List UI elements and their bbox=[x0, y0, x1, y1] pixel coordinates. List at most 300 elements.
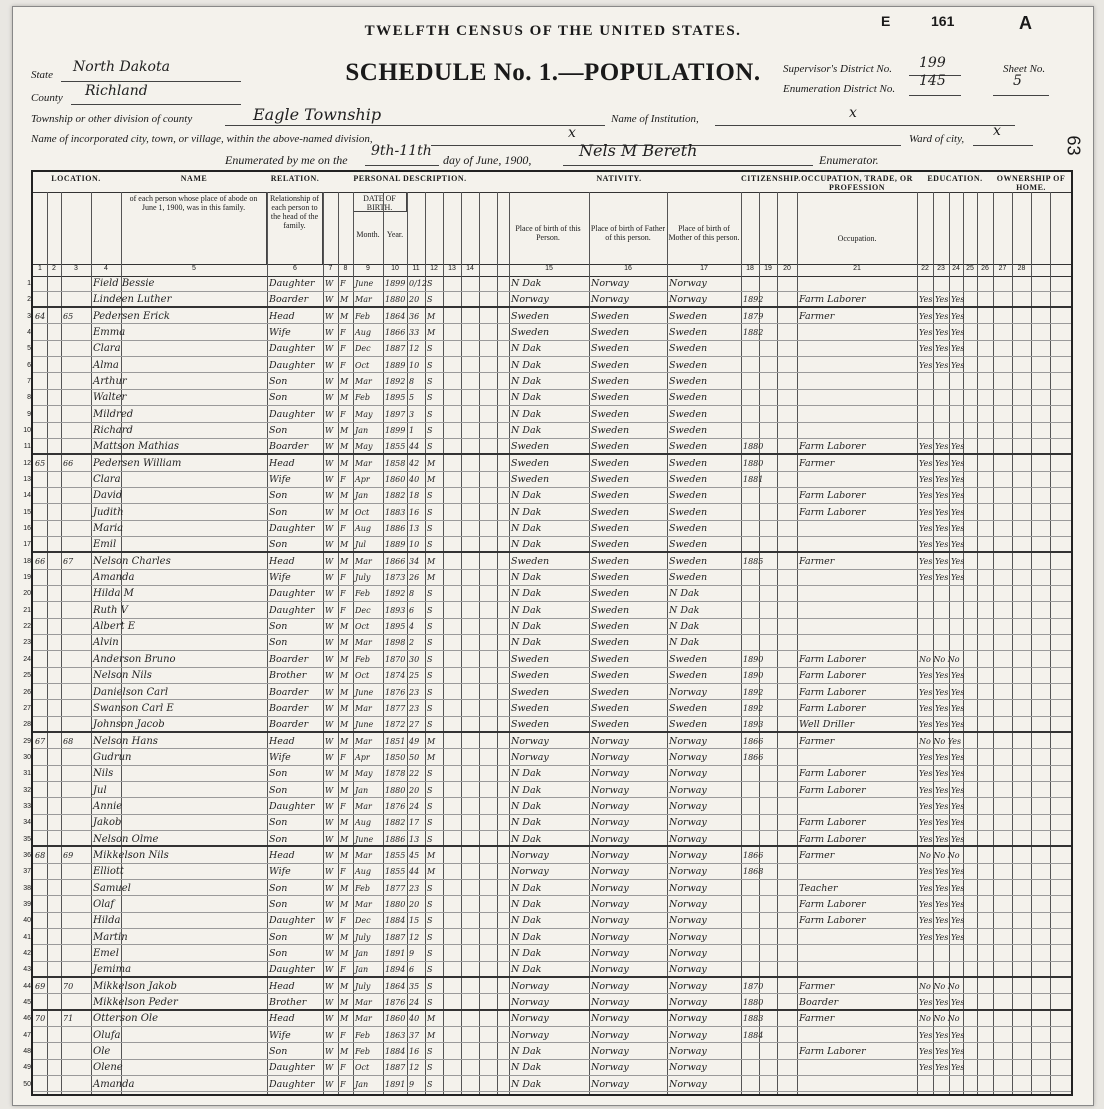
cell-mb: Sweden bbox=[669, 408, 708, 420]
ward-label: Ward of city, bbox=[909, 133, 965, 145]
cell-ed: Yes Yes Yes bbox=[919, 540, 965, 550]
table-row bbox=[23, 586, 1071, 602]
table-row bbox=[23, 1060, 1071, 1076]
cell-name: Samuel bbox=[93, 882, 131, 894]
cell-ms: M bbox=[427, 752, 436, 762]
cell-mo: Mar bbox=[355, 801, 372, 811]
cell-ms: M bbox=[427, 1014, 436, 1024]
cell-mb: Norway bbox=[669, 1078, 707, 1090]
cell-ed: Yes Yes Yes bbox=[919, 360, 965, 370]
table-row bbox=[23, 913, 1071, 929]
group-location: LOCATION. bbox=[51, 174, 101, 183]
cell-rel: Daughter bbox=[269, 800, 315, 812]
cell-mo: Aug bbox=[355, 818, 372, 828]
cell-rel: Head bbox=[269, 1013, 295, 1025]
group-relation: RELATION. bbox=[270, 174, 320, 183]
cell-fb: Sweden bbox=[591, 702, 630, 714]
cell-ed: Yes Yes Yes bbox=[919, 311, 965, 321]
cell-sex: F bbox=[340, 867, 346, 877]
cell-pb: Sweden bbox=[511, 670, 550, 682]
column-number: 12 bbox=[430, 265, 438, 272]
cell-age: 17 bbox=[409, 818, 420, 828]
cell-sex: F bbox=[340, 524, 346, 534]
cell-yr: 1882 bbox=[385, 818, 406, 828]
cell-ed: Yes Yes Yes bbox=[919, 720, 965, 730]
cell-imm: 1883 bbox=[743, 1014, 764, 1024]
column-number: 11 bbox=[412, 265, 420, 272]
row-number: 20 bbox=[23, 590, 31, 598]
cell-age: 23 bbox=[409, 687, 420, 697]
column-number: 17 bbox=[700, 265, 708, 272]
cell-col: W bbox=[325, 1030, 334, 1040]
cell-sex: F bbox=[340, 573, 346, 583]
cell-occ: Farm Laborer bbox=[799, 915, 866, 927]
cell-ed: Yes Yes Yes bbox=[919, 687, 965, 697]
cell-ms: M bbox=[427, 1030, 436, 1040]
cell-age: 10 bbox=[409, 360, 420, 370]
cell-col: W bbox=[325, 458, 334, 468]
cell-occ: Farm Laborer bbox=[799, 784, 866, 796]
cell-imm: 1866 bbox=[743, 752, 764, 762]
column-number: 23 bbox=[937, 265, 945, 272]
cell-col: W bbox=[325, 997, 334, 1007]
cell-mo: Feb bbox=[355, 1030, 370, 1040]
row-number: 24 bbox=[23, 655, 31, 663]
cell-pb: N Dak bbox=[511, 947, 542, 959]
cell-sex: M bbox=[340, 981, 349, 991]
cell-mb: Norway bbox=[669, 833, 707, 845]
column-number: 22 bbox=[921, 265, 929, 272]
cell-age: 16 bbox=[409, 507, 420, 517]
cell-name: Albert E bbox=[93, 621, 136, 633]
cell-age: 34 bbox=[409, 556, 420, 566]
cell-fb: Norway bbox=[591, 996, 629, 1008]
cell-name: Mikkelson Jakob bbox=[93, 980, 177, 992]
cell-age: 22 bbox=[409, 769, 420, 779]
column-number: 18 bbox=[746, 265, 754, 272]
cell-col: W bbox=[325, 785, 334, 795]
enumerated-line bbox=[365, 165, 439, 166]
cell-ed: Yes Yes Yes bbox=[919, 344, 965, 354]
cell-fb: Sweden bbox=[591, 719, 630, 731]
cell-col: W bbox=[325, 622, 334, 632]
cell-occ: Farm Laborer bbox=[799, 686, 866, 698]
cell-age: 20 bbox=[409, 295, 420, 305]
enumerator-name: Nels M Bereth bbox=[579, 141, 698, 160]
cell-col: W bbox=[325, 524, 334, 534]
cell-yr: 1892 bbox=[385, 377, 406, 387]
cell-ed: Yes Yes Yes bbox=[919, 524, 965, 534]
table-row bbox=[23, 635, 1071, 651]
cell-pb: Sweden bbox=[511, 327, 550, 339]
cell-ms: S bbox=[427, 801, 433, 811]
cell-mo: Oct bbox=[355, 622, 370, 632]
cell-name: Walter bbox=[93, 392, 127, 404]
cell-occ: Farmer bbox=[799, 849, 835, 861]
cell-pb: Sweden bbox=[511, 457, 550, 469]
cell-col: W bbox=[325, 850, 334, 860]
cell-ms: S bbox=[427, 671, 433, 681]
cell-ms: S bbox=[427, 409, 433, 419]
cell-ed: Yes Yes Yes bbox=[919, 997, 965, 1007]
cell-imm: 1890 bbox=[743, 654, 764, 664]
cell-ed: No No No bbox=[919, 654, 960, 664]
cell-mo: Feb bbox=[355, 393, 370, 403]
cell-mo: Dec bbox=[355, 916, 371, 926]
cell-yr: 1895 bbox=[385, 393, 406, 403]
row-number: 25 bbox=[23, 672, 31, 680]
cell-fb: Norway bbox=[591, 1013, 629, 1025]
cell-fb: Sweden bbox=[591, 523, 630, 535]
cell-ms: S bbox=[427, 916, 433, 926]
cell-name: Nils bbox=[93, 768, 114, 780]
cell-mo: Mar bbox=[355, 899, 372, 909]
cell-pb: Sweden bbox=[511, 719, 550, 731]
cell-rel: Son bbox=[269, 931, 288, 943]
row-number: 39 bbox=[23, 900, 31, 908]
cell-age: 27 bbox=[409, 720, 420, 730]
cell-fb: Norway bbox=[591, 947, 629, 959]
cell-ms: M bbox=[427, 573, 436, 583]
state-line bbox=[61, 81, 241, 82]
cell-rel: Son bbox=[269, 882, 288, 894]
cell-yr: 1855 bbox=[385, 442, 406, 452]
table-row bbox=[23, 995, 1071, 1011]
cell-yr: 1884 bbox=[385, 916, 406, 926]
cell-sex: M bbox=[340, 507, 349, 517]
cell-mb: Norway bbox=[669, 751, 707, 763]
cell-fb: Norway bbox=[591, 964, 629, 976]
row-number: 18 bbox=[23, 557, 31, 565]
cell-rel: Boarder bbox=[269, 702, 309, 714]
cell-occ: Farm Laborer bbox=[799, 1045, 866, 1057]
cell-yr: 1880 bbox=[385, 295, 406, 305]
row-number: 17 bbox=[23, 541, 31, 549]
cell-mo: May bbox=[355, 769, 373, 779]
cell-fb: Sweden bbox=[591, 457, 630, 469]
cell-mo: Aug bbox=[355, 524, 372, 534]
cell-fb: Sweden bbox=[591, 621, 630, 633]
cell-pb: Sweden bbox=[511, 441, 550, 453]
table-row bbox=[23, 1044, 1071, 1060]
cell-name: Nelson Olme bbox=[93, 833, 159, 845]
cell-fb: Sweden bbox=[591, 474, 630, 486]
institution-value: x bbox=[849, 105, 857, 121]
city-label: Name of incorporated city, town, or village, within the above-named division, bbox=[31, 133, 373, 145]
cell-pb: N Dak bbox=[511, 572, 542, 584]
cell-pb: N Dak bbox=[511, 343, 542, 355]
cell-name: Hilda bbox=[93, 915, 121, 927]
cell-yr: 1876 bbox=[385, 801, 406, 811]
row-number: 30 bbox=[23, 753, 31, 761]
supervisor-value: 199 bbox=[919, 55, 946, 71]
cell-rel: Boarder bbox=[269, 653, 309, 665]
table-row bbox=[23, 456, 1071, 472]
cell-age: 42 bbox=[409, 458, 420, 468]
schedule-title: SCHEDULE No. 1.—POPULATION. bbox=[345, 59, 761, 86]
sheet-label: Sheet No. bbox=[1003, 63, 1046, 75]
cell-col: W bbox=[325, 360, 334, 370]
cell-ms: S bbox=[427, 687, 433, 697]
cell-sex: M bbox=[340, 671, 349, 681]
table-row bbox=[23, 668, 1071, 684]
cell-ed: Yes Yes Yes bbox=[919, 295, 965, 305]
row-number: 32 bbox=[23, 786, 31, 794]
cell-ms: S bbox=[427, 703, 433, 713]
cell-name: Gudrun bbox=[93, 751, 132, 763]
cell-rel: Daughter bbox=[269, 588, 315, 600]
cell-yr: 1882 bbox=[385, 491, 406, 501]
name-col-desc: of each person whose place of abode on June 1, 1900, was in this family. bbox=[121, 192, 267, 264]
row-number: 7 bbox=[27, 378, 31, 386]
cell-rel: Daughter bbox=[269, 278, 315, 289]
cell-col: W bbox=[325, 916, 334, 926]
cell-col: W bbox=[325, 344, 334, 354]
cell-rel: Daughter bbox=[269, 359, 315, 371]
cell-col: W bbox=[325, 507, 334, 517]
cell-col: W bbox=[325, 540, 334, 550]
cell-age: 18 bbox=[409, 491, 420, 501]
cell-ed: Yes Yes Yes bbox=[919, 801, 965, 811]
cell-imm: 1892 bbox=[743, 703, 764, 713]
cell-fb: Norway bbox=[591, 849, 629, 861]
cell-name: Elliott bbox=[93, 866, 124, 878]
cell-col: W bbox=[325, 426, 334, 436]
cell-name: Alvin bbox=[93, 637, 119, 649]
enumerator-label: Enumerator. bbox=[819, 153, 879, 167]
row-number: 38 bbox=[23, 884, 31, 892]
cell-rel: Head bbox=[269, 735, 295, 747]
cell-yr: 1895 bbox=[385, 622, 406, 632]
cell-col: W bbox=[325, 752, 334, 762]
cell-pb: N Dak bbox=[511, 800, 542, 812]
table-row bbox=[23, 979, 1071, 995]
table-row bbox=[23, 881, 1071, 897]
cell-rel: Son bbox=[269, 1045, 288, 1057]
row-number: 9 bbox=[27, 410, 31, 418]
cell-yr: 1860 bbox=[385, 475, 406, 485]
cell-imm: 1882 bbox=[743, 328, 764, 338]
column-number: 5 bbox=[192, 265, 196, 272]
cell-sex: M bbox=[340, 948, 349, 958]
cell-age: 5 bbox=[409, 393, 415, 403]
cell-pb: Norway bbox=[511, 980, 549, 992]
cell-fb: Norway bbox=[591, 980, 629, 992]
cell-mb: Sweden bbox=[669, 425, 708, 437]
cell-pb: N Dak bbox=[511, 768, 542, 780]
cell-imm: 1879 bbox=[743, 311, 764, 321]
cell-yr: 1880 bbox=[385, 785, 406, 795]
cell-name: Nelson Hans bbox=[93, 735, 158, 747]
cell-mo: Feb bbox=[355, 654, 370, 664]
cell-mb: Norway bbox=[669, 1062, 707, 1074]
table-row bbox=[27, 341, 1071, 357]
cell-pb: Norway bbox=[511, 1013, 549, 1025]
township-label: Township or other division of county bbox=[31, 113, 193, 125]
cell-occ: Farmer bbox=[799, 1013, 835, 1025]
cell-sex: M bbox=[340, 1014, 349, 1024]
cell-ms: S bbox=[427, 818, 433, 828]
cell-yr: 1855 bbox=[385, 850, 406, 860]
cell-mo: Mar bbox=[355, 997, 372, 1007]
cell-fb: Sweden bbox=[591, 425, 630, 437]
cell-pb: N Dak bbox=[511, 425, 542, 437]
cell-sex: F bbox=[340, 279, 346, 288]
row-number: 45 bbox=[23, 998, 31, 1006]
cell-age: 20 bbox=[409, 899, 420, 909]
cell-pb: Sweden bbox=[511, 702, 550, 714]
enum-district-value: 145 bbox=[919, 73, 946, 89]
cell-mo: June bbox=[355, 720, 374, 730]
cell-occ: Farm Laborer bbox=[799, 817, 866, 829]
cell-mo: Apr bbox=[355, 475, 370, 485]
row-number: 35 bbox=[23, 835, 31, 843]
cell-age: 24 bbox=[409, 997, 420, 1007]
cell-sex: M bbox=[340, 932, 349, 942]
row-number: 50 bbox=[23, 1080, 31, 1088]
cell-yr: 1877 bbox=[385, 883, 406, 893]
cell-mo: Feb bbox=[355, 311, 370, 321]
cell-name: Danielson Carl bbox=[93, 686, 169, 698]
cell-name: David bbox=[93, 490, 123, 502]
cell-fb: Sweden bbox=[591, 310, 630, 322]
cell-fb: Sweden bbox=[591, 588, 630, 600]
cell-ed: Yes Yes Yes bbox=[919, 1030, 965, 1040]
row-number: 40 bbox=[23, 917, 31, 925]
table-row bbox=[23, 717, 1071, 733]
cell-rel: Wife bbox=[269, 572, 291, 584]
cell-age: 1 bbox=[409, 426, 415, 436]
cell-mo: Dec bbox=[355, 605, 371, 615]
cell-imm: 1868 bbox=[743, 867, 764, 877]
cell-rel: Brother bbox=[269, 996, 307, 1008]
cell-rel: Son bbox=[269, 784, 288, 796]
group-header-row bbox=[33, 172, 1071, 193]
cell-yr: 1892 bbox=[385, 589, 406, 599]
cell-occ: Farm Laborer bbox=[799, 294, 866, 306]
cell-mb: Norway bbox=[669, 931, 707, 943]
cell-sex: F bbox=[340, 605, 346, 615]
cell-ms: S bbox=[427, 1079, 433, 1089]
cell-fb: Norway bbox=[591, 866, 629, 878]
institution-label: Name of Institution, bbox=[611, 113, 699, 125]
cell-yr: 1883 bbox=[385, 507, 406, 517]
cell-rel: Daughter bbox=[269, 408, 315, 420]
cell-mb: N Dak bbox=[669, 604, 700, 616]
cell-name: Mikkelson Nils bbox=[93, 849, 169, 861]
cell-mb: Sweden bbox=[669, 555, 708, 567]
cell-pb: N Dak bbox=[511, 915, 542, 927]
row-number: 13 bbox=[23, 476, 31, 484]
cell-yr: 1894 bbox=[385, 965, 406, 975]
table-row bbox=[23, 962, 1071, 978]
supervisor-label: Supervisor's District No. bbox=[783, 63, 892, 75]
cell-name: Amanda bbox=[93, 572, 135, 584]
cell-fb: Norway bbox=[591, 1045, 629, 1057]
cell-rel: Boarder bbox=[269, 294, 309, 306]
cell-mb: Sweden bbox=[669, 457, 708, 469]
cell-yr: 1889 bbox=[385, 360, 406, 370]
cell-mo: Oct bbox=[355, 1063, 370, 1073]
table-row bbox=[23, 734, 1071, 750]
table-row bbox=[23, 488, 1071, 504]
cell-pb: N Dak bbox=[511, 964, 542, 976]
cell-mb: Norway bbox=[669, 915, 707, 927]
cell-ed: Yes Yes Yes bbox=[919, 867, 965, 877]
census-title: TWELFTH CENSUS OF THE UNITED STATES. bbox=[364, 23, 742, 39]
cell-age: 8 bbox=[409, 377, 415, 387]
cell-sex: M bbox=[340, 703, 349, 713]
column-number: 28 bbox=[1017, 265, 1026, 272]
cell-mo: Jan bbox=[355, 785, 369, 795]
cell-name: Pedersen Erick bbox=[93, 310, 170, 322]
cell-ms: S bbox=[427, 769, 433, 779]
row-number: 19 bbox=[23, 574, 31, 582]
cell-yr: 1891 bbox=[385, 1079, 406, 1089]
cell-mb: Norway bbox=[669, 849, 707, 861]
cell-ms: S bbox=[427, 785, 433, 795]
cell-col: W bbox=[325, 638, 334, 648]
cell-fb: Sweden bbox=[591, 637, 630, 649]
cell-mo: Mar bbox=[355, 638, 372, 648]
cell-mo: June bbox=[355, 279, 374, 288]
cell-occ: Farmer bbox=[799, 555, 835, 567]
cell-ms: M bbox=[427, 556, 436, 566]
cell-ms: S bbox=[427, 426, 433, 436]
cell-imm: 1866 bbox=[743, 736, 764, 746]
cell-sex: M bbox=[340, 1046, 349, 1056]
cell-col: W bbox=[325, 295, 334, 305]
cell-age: 20 bbox=[409, 785, 420, 795]
cell-col: W bbox=[325, 834, 334, 844]
cell-col: W bbox=[325, 1063, 334, 1073]
cell-age: 16 bbox=[409, 1046, 420, 1056]
cell-mo: Mar bbox=[355, 458, 372, 468]
cell-mb: Sweden bbox=[669, 441, 708, 453]
cell-pb: N Dak bbox=[511, 376, 542, 388]
cell-col: W bbox=[325, 442, 334, 452]
cell-mb: Norway bbox=[669, 947, 707, 959]
cell-name: Emma bbox=[93, 327, 126, 339]
cell-ms: S bbox=[427, 883, 433, 893]
enumerator-line bbox=[563, 165, 813, 166]
row-number: 4 bbox=[27, 329, 31, 337]
cell-sex: M bbox=[340, 834, 349, 844]
cell-fb: Norway bbox=[591, 735, 629, 747]
cell-yr: 1893 bbox=[385, 605, 406, 615]
cell-age: 25 bbox=[409, 671, 420, 681]
cell-mo: July bbox=[355, 932, 371, 942]
column-number: 25 bbox=[966, 265, 974, 272]
cell-age: 26 bbox=[409, 573, 420, 583]
cell-yr: 1886 bbox=[385, 834, 406, 844]
cell-yr: 1864 bbox=[385, 311, 406, 321]
cell-name: Field Bessie bbox=[93, 278, 155, 289]
row-number: 26 bbox=[23, 688, 31, 696]
column-number: 24 bbox=[952, 265, 960, 272]
cell-yr: 1851 bbox=[385, 736, 406, 746]
cell-rel: Son bbox=[269, 506, 288, 518]
column-number: 7 bbox=[328, 265, 333, 272]
year-col-desc: Year. bbox=[386, 230, 404, 239]
column-number: 4 bbox=[104, 265, 108, 272]
cell-name: Alma bbox=[93, 359, 119, 371]
cell-age: 4 bbox=[409, 622, 415, 632]
cell-col: W bbox=[325, 573, 334, 583]
cell-col: W bbox=[325, 311, 334, 321]
cell-mb: N Dak bbox=[669, 637, 700, 649]
cell-occ: Farm Laborer bbox=[799, 702, 866, 714]
